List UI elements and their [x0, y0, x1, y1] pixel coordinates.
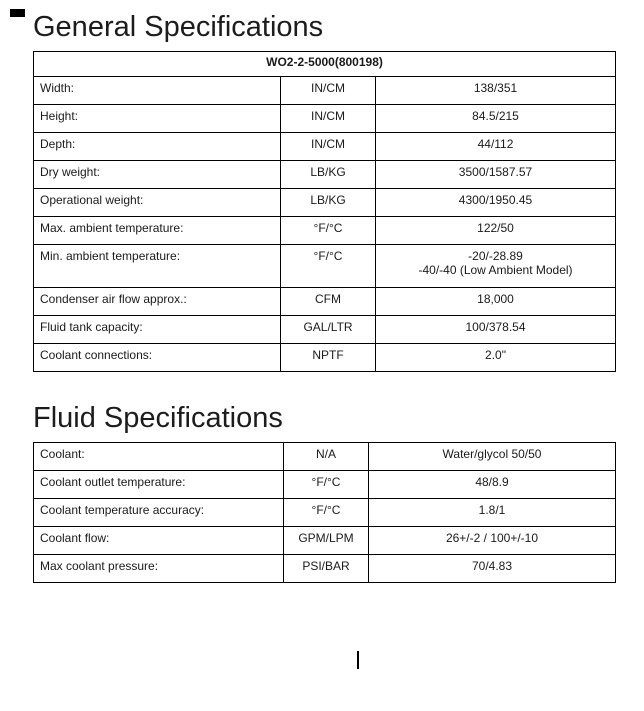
spec-label: [34, 245, 281, 288]
table-header-row: [34, 52, 616, 77]
spec-unit-text: N/A: [315, 447, 336, 461]
spec-unit-text: GPM/LPM: [298, 531, 354, 545]
spec-label: [34, 77, 281, 105]
spec-label-text: Condenser air flow approx.:: [40, 292, 187, 306]
spec-label-text: Height:: [40, 109, 79, 123]
text-insertion-caret: [357, 651, 359, 669]
spec-value-text: 3500/1587.57: [458, 165, 533, 179]
table-row: [34, 499, 616, 527]
spec-value: [376, 105, 616, 133]
spec-value-text: -40/-40 (Low Ambient Model): [418, 263, 573, 277]
spec-value: [376, 189, 616, 217]
table-row: [34, 527, 616, 555]
table-row: [34, 288, 616, 316]
spec-value-text: 4300/1950.45: [458, 193, 533, 207]
spec-label-text: Width:: [40, 81, 75, 95]
fluid-specifications-heading: Fluid Specifications: [33, 402, 283, 434]
fluid-specifications-table: [33, 442, 616, 583]
spec-unit-text: GAL/LTR: [303, 320, 353, 334]
general-specifications-table-body: [34, 52, 616, 372]
spec-unit: [281, 105, 376, 133]
spec-value: [376, 217, 616, 245]
table-row: [34, 77, 616, 105]
table-row: [34, 443, 616, 471]
table-row: [34, 217, 616, 245]
spec-label: [34, 133, 281, 161]
spec-label: [34, 161, 281, 189]
spec-label: [34, 527, 284, 555]
spec-value: [376, 133, 616, 161]
spec-label-text: Max. ambient temperature:: [40, 221, 184, 235]
spec-label: [34, 217, 281, 245]
spec-value: [369, 471, 616, 499]
spec-value-text: 48/8.9: [475, 475, 509, 489]
spec-value-text: -20/-28.89: [468, 249, 523, 263]
spec-label-text: Dry weight:: [40, 165, 101, 179]
spec-value: [376, 245, 616, 288]
spec-unit-text: °F/°C: [311, 475, 341, 489]
table-row: [34, 344, 616, 372]
spec-unit: [284, 443, 369, 471]
table-row: [34, 245, 616, 288]
spec-label: [34, 443, 284, 471]
spec-label-text: Operational weight:: [40, 193, 144, 207]
spec-unit: [281, 161, 376, 189]
spec-unit: [281, 245, 376, 288]
spec-label-text: Coolant flow:: [40, 531, 110, 545]
spec-value: [376, 161, 616, 189]
spec-unit: [284, 499, 369, 527]
spec-value-text: 44/112: [477, 137, 514, 151]
spec-unit-text: IN/CM: [311, 137, 345, 151]
spec-unit-text: IN/CM: [311, 109, 345, 123]
spec-value: [369, 555, 616, 583]
spec-unit-text: IN/CM: [311, 81, 345, 95]
spec-label: [34, 471, 284, 499]
spec-label-text: Max coolant pressure:: [40, 559, 159, 573]
spec-value: [369, 527, 616, 555]
spec-unit: [281, 288, 376, 316]
spec-unit: [281, 189, 376, 217]
spec-unit: [281, 77, 376, 105]
spec-label-text: Min. ambient temperature:: [40, 249, 181, 263]
fluid-specifications-table-body: [34, 443, 616, 583]
spec-value: [369, 443, 616, 471]
spec-value-text: 2.0": [485, 348, 506, 362]
spec-label-text: Coolant outlet temperature:: [40, 475, 186, 489]
table-row: [34, 316, 616, 344]
spec-label: [34, 499, 284, 527]
general-specifications-heading: General Specifications: [33, 11, 324, 43]
document-page: [0, 9, 644, 583]
spec-unit-text: LB/KG: [310, 193, 346, 207]
spec-unit: [281, 316, 376, 344]
spec-value: [376, 77, 616, 105]
spec-label-text: Depth:: [40, 137, 76, 151]
spec-value-text: 84.5/215: [472, 109, 519, 123]
spec-value-text: 100/378.54: [465, 320, 526, 334]
spec-label: [34, 105, 281, 133]
model-number-header: WO2-2-5000(800198): [34, 52, 616, 77]
spec-unit-text: °F/°C: [311, 503, 341, 517]
table-row: [34, 471, 616, 499]
spec-value-text: Water/glycol 50/50: [442, 447, 542, 461]
table-row: [34, 133, 616, 161]
spec-unit-text: PSI/BAR: [302, 559, 350, 573]
spec-unit-text: °F/°C: [313, 221, 343, 235]
spec-unit: [284, 555, 369, 583]
spec-value-text: 122/50: [477, 221, 514, 235]
spec-value-text: 138/351: [473, 81, 518, 95]
spec-unit-text: CFM: [315, 292, 341, 306]
spec-value: [369, 499, 616, 527]
spec-value-text: 26+/-2 / 100+/-10: [445, 531, 539, 545]
table-row: [34, 105, 616, 133]
spec-unit: [284, 527, 369, 555]
table-row: [34, 555, 616, 583]
spec-unit-text: NPTF: [312, 348, 344, 362]
spec-label-text: Fluid tank capacity:: [40, 320, 143, 334]
spec-value-text: 1.8/1: [478, 503, 506, 517]
table-row: [34, 161, 616, 189]
spec-value-text: 18,000: [477, 292, 514, 306]
spec-value: [376, 344, 616, 372]
spec-unit: [284, 471, 369, 499]
clipped-ui-fragment: [10, 9, 25, 17]
spec-label: [34, 344, 281, 372]
spec-label: [34, 189, 281, 217]
table-row: [34, 189, 616, 217]
general-specifications-table: [33, 51, 616, 372]
spec-unit: [281, 344, 376, 372]
spec-unit: [281, 133, 376, 161]
spec-label-text: Coolant temperature accuracy:: [40, 503, 205, 517]
spec-label: [34, 316, 281, 344]
spec-value-text: 70/4.83: [471, 559, 513, 573]
spec-label-text: Coolant:: [40, 447, 85, 461]
spec-value: [376, 316, 616, 344]
spec-value: [376, 288, 616, 316]
spec-label: [34, 288, 281, 316]
spec-unit: [281, 217, 376, 245]
spec-label: [34, 555, 284, 583]
spec-unit-text: °F/°C: [313, 249, 343, 263]
spec-label-text: Coolant connections:: [40, 348, 153, 362]
spec-unit-text: LB/KG: [310, 165, 346, 179]
